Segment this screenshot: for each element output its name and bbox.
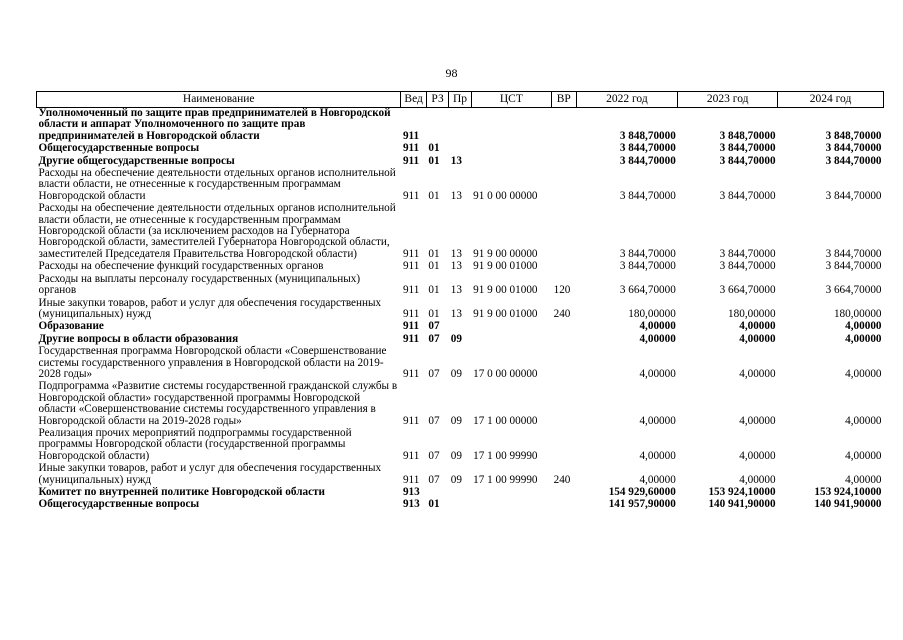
row-amount-2023: 3 844,70000	[719, 260, 776, 273]
row-amount-2023: 4,00000	[739, 473, 776, 486]
row-pr: 09	[450, 414, 462, 427]
row-vr	[552, 381, 576, 428]
row-amount-2024: 4,00000	[845, 320, 882, 333]
table-row	[37, 203, 884, 261]
row-ved: 911	[402, 247, 420, 260]
row-amount-2022: 4,00000	[639, 320, 676, 333]
row-amount-2022: 3 844,70000	[619, 142, 676, 155]
row-vr	[552, 321, 576, 333]
header-rz: РЗ	[426, 92, 448, 108]
row-amount-2024: 180,00000	[833, 307, 882, 320]
row-pr	[449, 108, 471, 144]
header-ved: Вед	[401, 92, 426, 108]
row-name: Иные закупки товаров, работ и услуг для обеспечения государственных (муниципальных) нужд	[38, 296, 382, 320]
row-rz: 07	[428, 320, 440, 333]
row-rz: 01	[428, 498, 440, 511]
row-amount-2022: 154 929,60000	[608, 486, 676, 498]
row-amount-2023: 4,00000	[739, 414, 776, 427]
row-cst: 91 0 00 00000	[473, 189, 538, 202]
row-amount-2022: 4,00000	[639, 449, 676, 462]
table-row	[37, 143, 884, 155]
row-vr	[552, 428, 576, 463]
table-row	[37, 298, 884, 322]
row-rz: 07	[428, 367, 440, 380]
row-ved: 911	[402, 320, 420, 333]
row-rz: 01	[428, 307, 440, 320]
row-amount-2023: 3 844,70000	[719, 142, 776, 155]
header-vr: ВР	[552, 92, 576, 108]
page-number: 98	[445, 66, 458, 80]
row-name: Расходы на обеспечение функций государственных органов	[38, 260, 324, 273]
row-amount-2023: 140 941,90000	[708, 498, 776, 511]
row-ved: 913	[402, 486, 420, 498]
table-row	[37, 108, 884, 144]
row-amount-2024: 3 844,70000	[825, 142, 882, 155]
row-amount-2024: 140 941,90000	[814, 498, 882, 511]
row-vr: 240	[553, 307, 571, 320]
row-rz: 01	[428, 154, 440, 167]
row-amount-2024: 4,00000	[845, 449, 882, 462]
row-vr	[552, 203, 576, 261]
row-pr: 13	[450, 247, 462, 260]
row-amount-2023: 3 844,70000	[719, 154, 776, 167]
header-year-2023: 2023 год	[678, 92, 778, 108]
row-ved: 913	[402, 498, 420, 511]
row-amount-2023: 3 844,70000	[719, 189, 776, 202]
row-name: Общегосударственные вопросы	[38, 142, 200, 155]
table-row	[37, 346, 884, 381]
row-cst	[471, 334, 551, 346]
row-pr: 13	[450, 189, 462, 202]
row-name: Государственная программа Новгородской области «Совершенствование системы государственного управления в Новгородской области на 2019-2028 годы»	[38, 345, 387, 380]
row-pr: 13	[450, 284, 462, 297]
row-vr	[552, 108, 576, 144]
row-vr	[552, 346, 576, 381]
row-cst	[471, 108, 551, 144]
row-amount-2022: 4,00000	[639, 367, 676, 380]
row-ved: 911	[402, 142, 420, 155]
header-cst: ЦСТ	[471, 92, 551, 108]
row-vr: 240	[553, 473, 571, 486]
row-amount-2023: 3 664,70000	[719, 284, 776, 297]
row-amount-2024: 4,00000	[845, 414, 882, 427]
row-vr	[552, 156, 576, 168]
row-vr: 120	[553, 284, 571, 297]
row-amount-2023: 3 848,70000	[719, 129, 776, 142]
row-amount-2024: 4,00000	[845, 473, 882, 486]
row-vr	[552, 334, 576, 346]
row-rz: 01	[428, 189, 440, 202]
row-cst	[471, 143, 551, 155]
row-ved: 911	[402, 414, 420, 427]
row-amount-2022: 3 844,70000	[619, 154, 676, 167]
row-name: Общегосударственные вопросы	[38, 498, 200, 511]
row-amount-2022: 3 844,70000	[619, 260, 676, 273]
row-amount-2024: 4,00000	[845, 332, 882, 345]
row-pr	[449, 143, 471, 155]
row-ved: 911	[402, 367, 420, 380]
table-row	[37, 463, 884, 487]
row-cst: 91 9 00 00000	[473, 247, 538, 260]
row-name: Подпрограмма «Развитие системы государственной гражданской службы в Новгородской области» государственной программы Новгородской области «Совершенствование системы государственного управления в Новгородской области на 2019-2028 годы»	[38, 380, 398, 427]
row-rz	[426, 108, 448, 144]
row-name: Расходы на обеспечение деятельности отдельных органов исполнительной власти области, не отнесенные к государственным программам Новгородской области	[38, 167, 396, 202]
row-vr	[552, 487, 576, 499]
row-vr	[552, 499, 576, 511]
row-cst: 17 1 00 99990	[473, 473, 538, 486]
row-rz: 07	[428, 473, 440, 486]
row-cst: 91 9 00 01000	[473, 260, 538, 273]
row-vr	[552, 261, 576, 273]
row-amount-2024: 3 848,70000	[825, 129, 882, 142]
row-name: Комитет по внутренней политике Новгородской области	[38, 486, 325, 498]
row-name: Другие вопросы в области образования	[38, 332, 239, 345]
row-cst: 91 9 00 01000	[473, 284, 538, 297]
table-row	[37, 274, 884, 298]
row-pr: 13	[450, 154, 462, 167]
row-rz: 07	[428, 449, 440, 462]
row-amount-2023: 4,00000	[739, 332, 776, 345]
row-name: Расходы на обеспечение деятельности отдельных органов исполнительной власти области, не отнесенные к государственным программам Новгородской области (за исключением расходов на Губернатора Новгородской области, заместителей Губернатора Новгородской области, заместителей Председателя Правительства Новгородской области)	[38, 202, 396, 260]
row-amount-2023: 4,00000	[739, 320, 776, 333]
row-rz: 07	[428, 332, 440, 345]
row-name: Уполномоченный по защите прав предпринимателей в Новгородской области и аппарат Уполномоченного по защите прав предпринимателей в Новгородской области	[38, 107, 391, 142]
row-rz: 01	[428, 284, 440, 297]
table-row	[37, 381, 884, 428]
row-pr	[449, 487, 471, 499]
row-pr: 13	[450, 307, 462, 320]
row-pr: 13	[450, 260, 462, 273]
row-pr	[449, 499, 471, 511]
row-cst	[471, 321, 551, 333]
row-rz: 01	[428, 247, 440, 260]
row-ved: 911	[402, 449, 420, 462]
row-ved: 911	[402, 260, 420, 273]
row-name: Другие общегосударственные вопросы	[38, 154, 235, 167]
row-rz: 01	[428, 142, 440, 155]
row-rz: 01	[428, 260, 440, 273]
table-row	[37, 428, 884, 463]
row-amount-2022: 3 848,70000	[619, 129, 676, 142]
row-pr: 09	[450, 449, 462, 462]
header-year-2022: 2022 год	[576, 92, 678, 108]
row-vr	[552, 168, 576, 203]
table-row	[37, 261, 884, 273]
header-pr: Пр	[449, 92, 471, 108]
row-ved: 911	[402, 129, 420, 142]
row-vr	[552, 143, 576, 155]
row-cst: 17 1 00 99990	[473, 449, 538, 462]
row-ved: 911	[402, 473, 420, 486]
row-name: Реализация прочих мероприятий подпрограммы государственной программы Новгородской области (государственной программы Новгородской области)	[38, 426, 352, 462]
row-amount-2022: 3 844,70000	[619, 247, 676, 260]
table-row	[37, 499, 884, 511]
row-amount-2024: 3 844,70000	[825, 247, 882, 260]
row-name: Расходы на выплаты персоналу государственных (муниципальных) органов	[38, 272, 361, 297]
row-amount-2023: 4,00000	[739, 449, 776, 462]
row-amount-2024: 4,00000	[845, 367, 882, 380]
table-header-row	[37, 92, 884, 108]
row-amount-2022: 180,00000	[628, 307, 676, 320]
row-ved: 911	[402, 284, 420, 297]
row-amount-2024: 3 844,70000	[825, 189, 882, 202]
row-amount-2022: 3 664,70000	[619, 284, 676, 297]
header-year-2024: 2024 год	[778, 92, 884, 108]
row-amount-2023: 3 844,70000	[719, 247, 776, 260]
row-amount-2023: 4,00000	[739, 367, 776, 380]
row-amount-2023: 153 924,10000	[708, 486, 776, 498]
row-pr: 09	[450, 367, 462, 380]
row-cst: 17 1 00 00000	[473, 414, 538, 427]
row-cst: 91 9 00 01000	[473, 307, 538, 320]
row-amount-2022: 4,00000	[639, 332, 676, 345]
row-amount-2024: 3 664,70000	[825, 284, 882, 297]
row-amount-2022: 141 957,90000	[608, 498, 676, 511]
row-amount-2022: 4,00000	[639, 414, 676, 427]
row-cst: 17 0 00 00000	[473, 367, 538, 380]
row-pr: 09	[450, 332, 462, 345]
row-name: Иные закупки товаров, работ и услуг для обеспечения государственных (муниципальных) нужд	[38, 462, 382, 486]
row-amount-2024: 153 924,10000	[814, 486, 882, 498]
row-pr	[449, 321, 471, 333]
row-name: Образование	[38, 320, 104, 333]
row-ved: 911	[402, 332, 420, 345]
row-amount-2024: 3 844,70000	[825, 260, 882, 273]
row-ved: 911	[402, 154, 420, 167]
row-cst	[471, 156, 551, 168]
row-amount-2022: 3 844,70000	[619, 189, 676, 202]
row-amount-2024: 3 844,70000	[825, 154, 882, 167]
row-amount-2023: 180,00000	[728, 307, 776, 320]
row-ved: 911	[402, 189, 420, 202]
row-amount-2022: 4,00000	[639, 473, 676, 486]
row-cst	[471, 499, 551, 511]
table-row	[37, 321, 884, 333]
row-ved: 911	[402, 307, 420, 320]
table-row	[37, 168, 884, 203]
row-cst	[471, 487, 551, 499]
header-name: Наименование	[37, 92, 401, 108]
row-rz: 07	[428, 414, 440, 427]
row-pr: 09	[450, 473, 462, 486]
budget-table	[36, 91, 884, 512]
